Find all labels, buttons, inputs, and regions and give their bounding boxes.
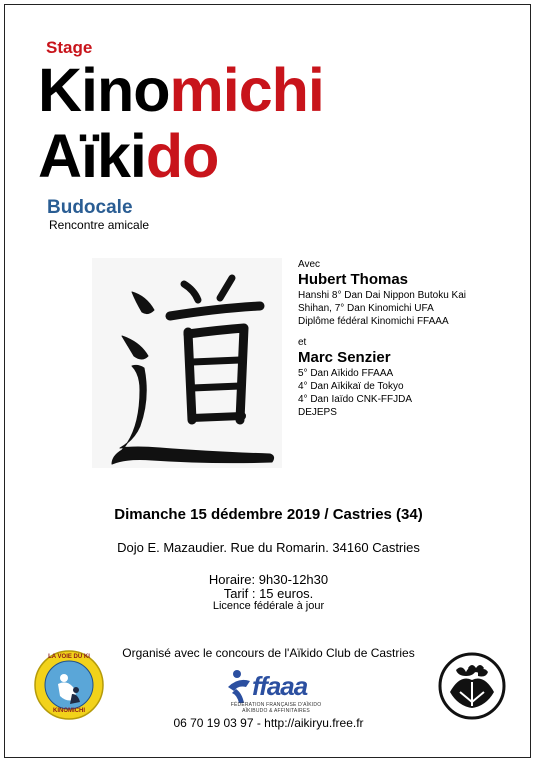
title-aiki: Aïki	[38, 122, 146, 190]
stage-label: Stage	[46, 38, 93, 57]
ffaaa-subtitle-line1: FÉDÉRATION FRANÇAISE D'AÏKIDO	[230, 702, 322, 708]
budocale-label: Budocale	[47, 197, 133, 218]
instructor-1-line: Shihan, 7° Dan Kinomichi UFA	[298, 303, 434, 314]
event-date: Dimanche 15 dédembre 2019 / Castries (34)	[114, 506, 423, 523]
event-licence: Licence fédérale à jour	[212, 600, 325, 612]
title-do: do	[145, 122, 219, 190]
instructors-block	[298, 258, 466, 419]
calligraphy-do-image	[92, 258, 282, 468]
ffaaa-subtitle	[226, 702, 326, 714]
rencontre-label: Rencontre amicale	[49, 218, 150, 232]
organise-text: Organisé avec le concours de l'Aïkido Club de Castries	[122, 646, 415, 660]
left-logo-bottom-text: KINOMICHI	[53, 708, 85, 714]
instructor-2-line: DEJEPS	[298, 407, 337, 418]
event-address: Dojo E. Mazaudier. Rue du Romarin. 34160 Castries	[117, 540, 420, 555]
event-horaire: Horaire: 9h30-12h30	[208, 572, 329, 587]
event-tarif: Tarif : 15 euros.	[223, 586, 314, 601]
instructor-1-line: Diplôme fédéral Kinomichi FFAAA	[298, 316, 449, 327]
ffaaa-wordmark: ffaaa	[252, 671, 308, 701]
left-logo-top-text: LA VOIE DU KI	[48, 654, 90, 660]
title-michi: michi	[169, 56, 324, 124]
title-kinomichi	[38, 56, 324, 124]
instructor-2-line: 5° Dan Aïkido FFAAA	[298, 368, 394, 379]
avec-label: Avec	[298, 259, 321, 270]
instructor-name-2: Marc Senzier	[298, 349, 391, 366]
title-aikido	[38, 122, 219, 190]
instructor-2-line: 4° Dan Iaïdo CNK-FFJDA	[298, 394, 413, 405]
contact-line: 06 70 19 03 97 - http://aikiryu.free.fr	[173, 716, 364, 730]
title-kino: Kino	[38, 56, 170, 124]
instructor-1-line: Hanshi 8° Dan Dai Nippon Butoku Kai	[298, 290, 466, 301]
ffaaa-logo	[226, 665, 326, 705]
et-label: et	[298, 337, 307, 348]
ffaaa-subtitle-line2: AÏKIBUDO & AFFINITAIRES	[242, 708, 310, 714]
paulownia-crest-logo	[438, 652, 506, 720]
instructor-name-1: Hubert Thomas	[298, 271, 409, 288]
instructor-2-line: 4° Dan Aïkikaï de Tokyo	[298, 381, 404, 392]
